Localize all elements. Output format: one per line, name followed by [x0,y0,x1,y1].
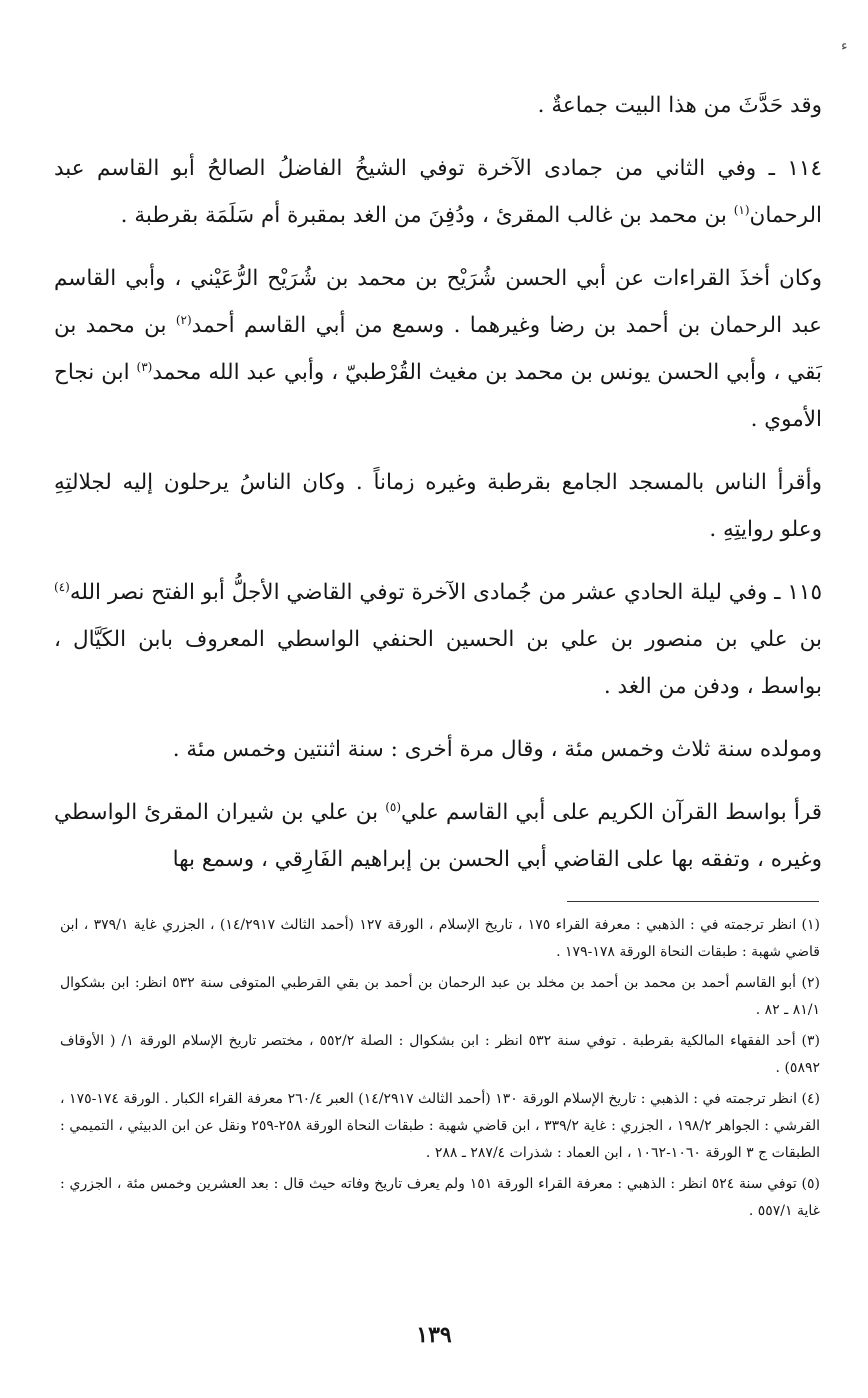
footnotes [60,912,820,1229]
paragraph-text: ١١٥ ـ وفي ليلة الحادي عشر من جُمادى الآخرة توفي القاضي الأجلُّ أبو الفتح نصر الله [69,580,822,605]
paragraph-text: بن محمد بن بَقي ، وأبي الحسن يونس بن محمد بن مغيث القُرْطبيّ ، وأبي عبد الله محمد [54,313,822,385]
paragraph [54,82,822,129]
paragraph [54,459,822,553]
paragraph-entry-114 [54,145,822,239]
footnote: (١) انظر ترجمته في : الذهبي : معرفة القراء ١٧٥ ، تاريخ الإسلام ، الورقة ١٢٧ (أحمد الثالث ١٤/٢٩١٧) ، الجزري غاية ٣٧٩/١ ، ابن قاضي شهبة : طبقات النحاة الورقة ١٧٨-١٧٩ . [60,917,821,960]
paragraph [54,255,822,443]
footnote-ref: (٤) [54,579,70,594]
paragraph-text: بن علي بن شيران المقرئ الواسطي وغيره ، وتفقه بها على القاضي أبي الحسن بن إبراهيم الفَارِقي ، وسمع بها [54,800,822,872]
main-text [54,82,822,899]
footnote: (٤) انظر ترجمته في : الذهبي : تاريخ الإسلام الورقة ١٣٠ (أحمد الثالث ١٤/٢٩١٧) العبر ٢٦٠/٤ معرفة القراء الكبار . الورقة ١٧٤-١٧٥ ، القرشي : الجواهر ١٩٨/٢ ، الجزري : غاية ٣٣٩/٢ ، ابن قاضي شهبة : طبقات النحاة الورقة ٢٥٨-٢٥٩ ونقل عن ابن الدبيثي ، التميمي : الطبقات ج ٣ الورقة ١٠٦٠-١٠٦٢ ، ابن العماد : شذرات ٢٨٧/٤ ـ ٢٨٨ . [60,1091,820,1161]
footnote-ref: (٢) [175,312,192,327]
paragraph-text: ومولده سنة ثلاث وخمس مئة ، وقال مرة أخرى : سنة اثنتين وخمس مئة . [172,737,822,762]
paragraph-text: ابن نجاح الأموي . [54,360,822,432]
footnote: (٥) توفي سنة ٥٢٤ انظر : الذهبي : معرفة القراء الورقة ١٥١ ولم يعرف تاريخ وفاته حيث قال : بعد العشرين وخمس مئة ، الجزري : غاية ٥٥٧/١ . [60,1176,820,1219]
footnote-ref: (٥) [385,799,402,814]
edge-mark: ء [841,38,848,54]
footnote-ref: (١) [733,202,750,217]
paragraph-text: قرأ بواسط القرآن الكريم على أبي القاسم علي [401,800,822,825]
footnote: (٢) أبو القاسم أحمد بن محمد بن أحمد بن مخلد بن عبد الرحمان بن أحمد بن بقي القرطبي المتوفى سنة ٥٣٢ انظر: ابن بشكوال ٨١/١ ـ ٨٢ . [60,975,820,1018]
footnote: (٣) أحد الفقهاء المالكية بقرطبة . توفي سنة ٥٣٢ انظر : ابن بشكوال : الصلة ٥٥٢/٢ ، مختصر تاريخ الإسلام الورقة ١/ ( الأوقاف ٥٨٩٢) . [60,1033,821,1076]
paragraph-text: ١١٤ ـ وفي الثاني من جمادى الآخرة توفي الشيخُ الفاضلُ الصالحُ أبو القاسم عبد الرحمان [54,156,822,228]
paragraph-entry-115 [54,569,822,710]
paragraph-text: وأقرأ الناس بالمسجد الجامع بقرطبة وغيره زماناً . وكان الناسُ يرحلون إليه لجلالتِهِ وعلو روايتِهِ . [54,470,822,542]
paragraph-text: بن علي بن منصور بن علي بن الحسين الحنفي الواسطي المعروف بابن الكَيَّال ، بواسط ، ودفن من الغد . [54,627,822,699]
paragraph-text: بن محمد بن غالب المقرئ ، ودُفِنَ من الغد بمقبرة أم سَلَمَة بقرطبة . [120,203,734,228]
paragraph [54,726,822,773]
footnote-ref: (٣) [136,359,153,374]
paragraph-text: وكان أخذَ القراءات عن أبي الحسن شُرَيْح بن محمد بن شُرَيْح الرُّعَيْني ، وأبي القاسم عبد الرحمان بن أحمد بن رضا وغيرهما . وسمع من أبي القاسم أحمد [54,266,822,338]
footnote-divider [567,901,819,902]
paragraph [54,789,822,883]
paragraph-text: وقد حَدَّثَ من هذا البيت جماعةٌ . [537,93,822,118]
page-number: ١٣٩ [416,1322,452,1348]
